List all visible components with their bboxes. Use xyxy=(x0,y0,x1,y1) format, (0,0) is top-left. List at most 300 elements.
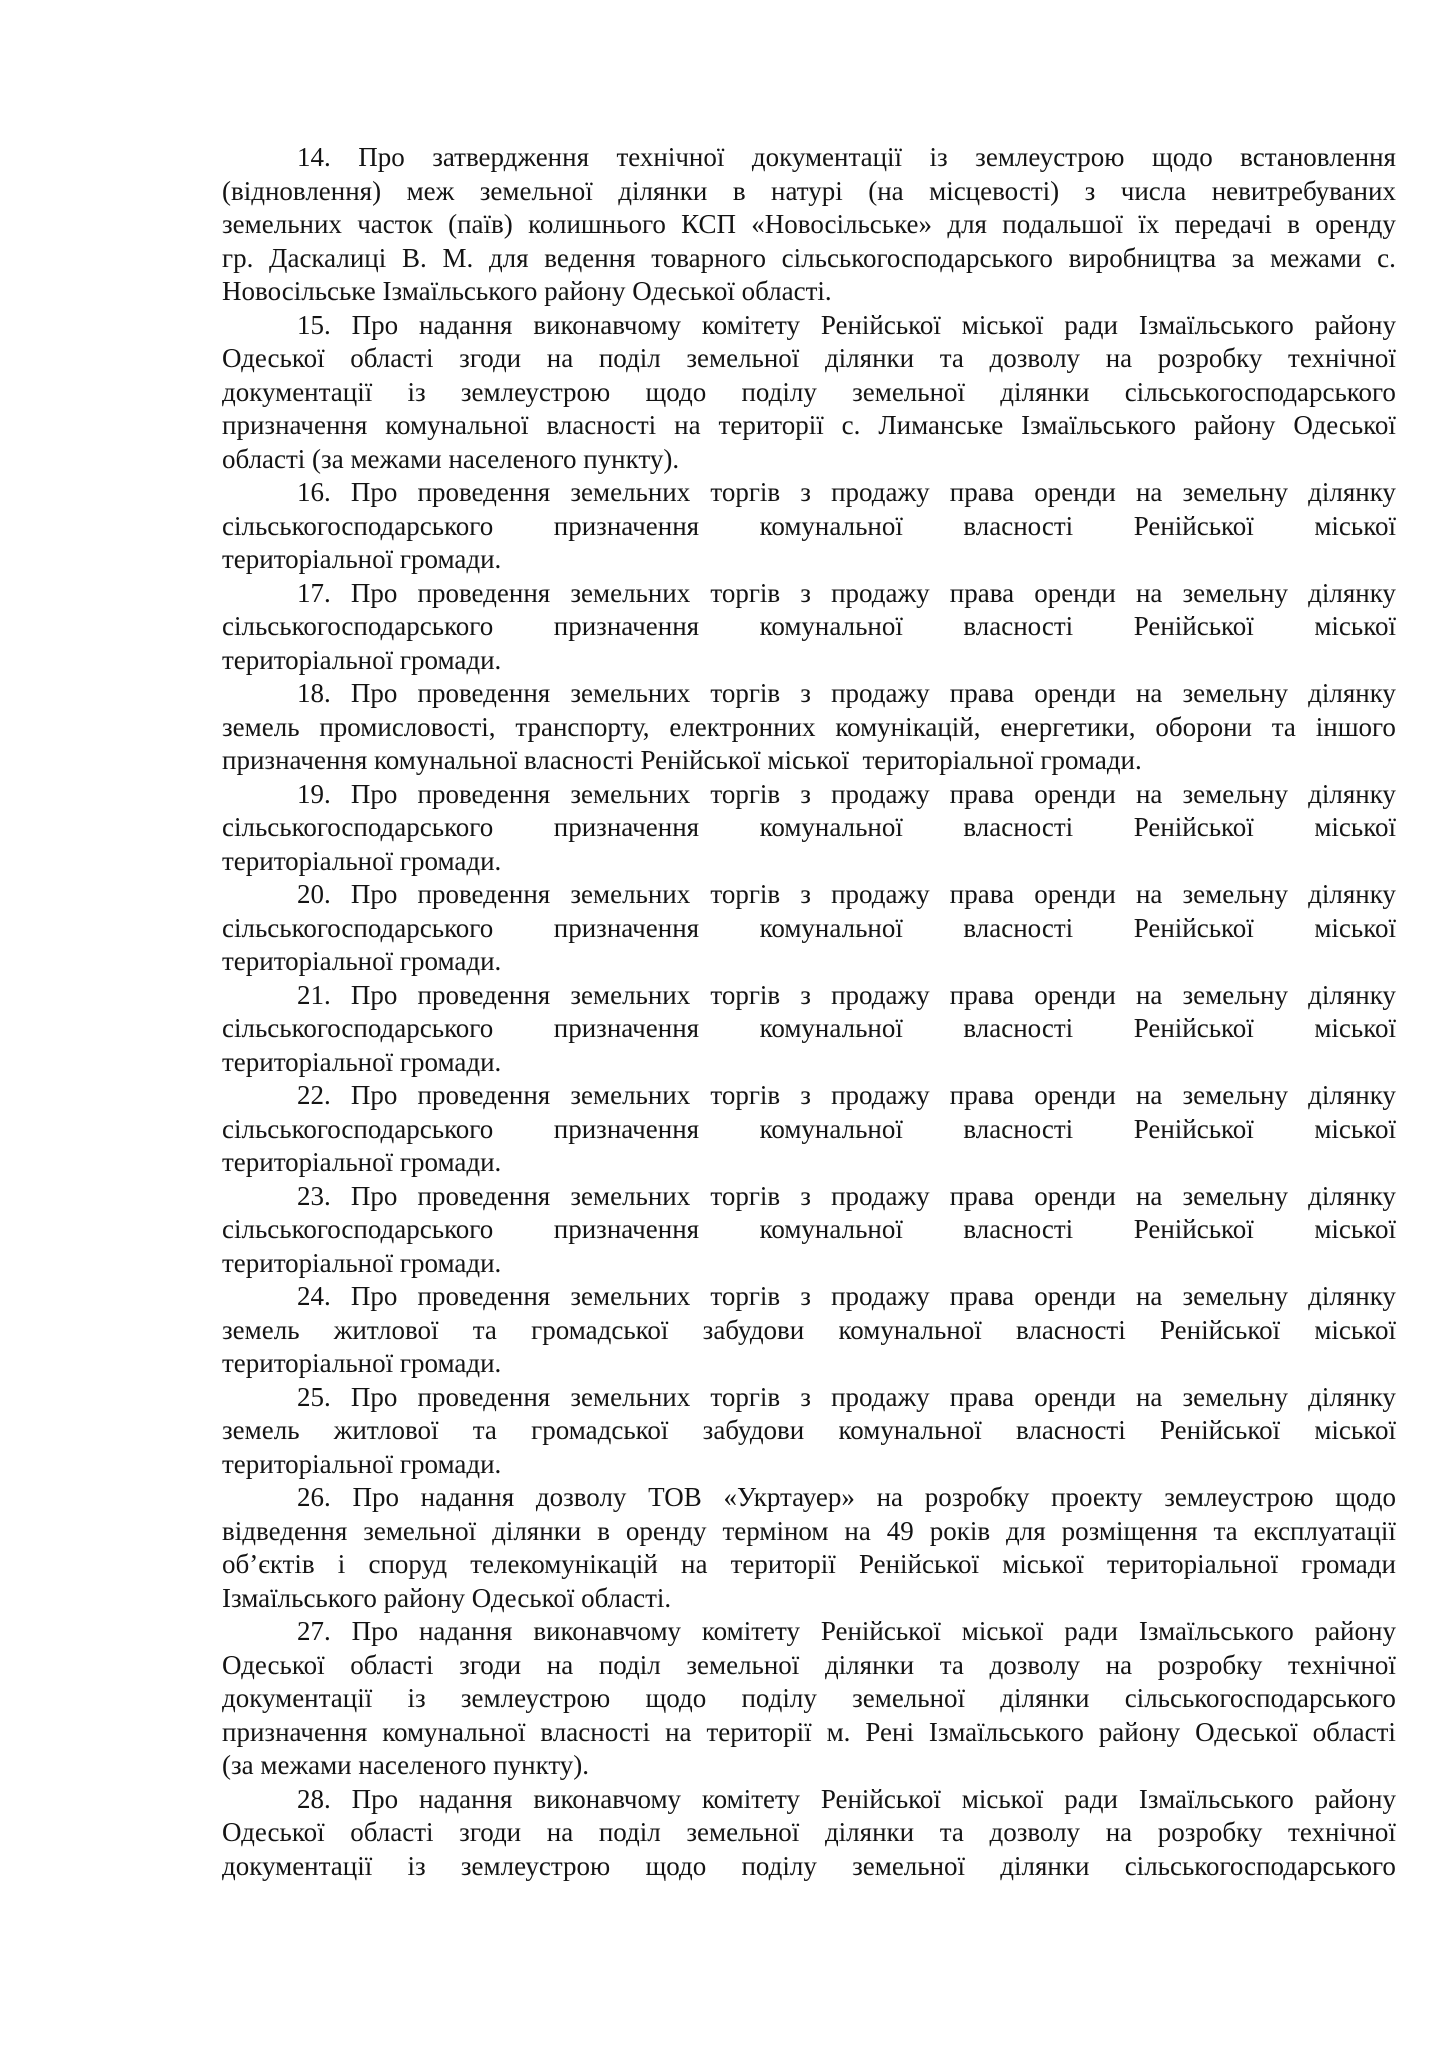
agenda-item-first-line xyxy=(297,140,1396,174)
word: Ренійської xyxy=(1133,611,1254,641)
word: та xyxy=(472,1314,497,1345)
word: з xyxy=(800,577,811,608)
word: комунальної xyxy=(759,812,903,842)
word: міської xyxy=(1314,1214,1396,1244)
word: власності xyxy=(963,912,1074,943)
word: проведення xyxy=(417,979,551,1010)
word: передачі xyxy=(1174,209,1272,239)
word: Про xyxy=(350,678,398,708)
word: Ренійської xyxy=(1133,1113,1254,1144)
agenda-item-text: територіальної громади. xyxy=(222,544,502,574)
word: технічної xyxy=(1288,1817,1396,1847)
agenda-item-line xyxy=(222,1447,1396,1481)
word: права xyxy=(949,678,1015,708)
word: на xyxy=(1135,1281,1163,1311)
agenda-item-text: (за межами населеного пункту). xyxy=(222,1750,590,1780)
word: натурі xyxy=(771,175,843,206)
word: експлуатації xyxy=(1253,1515,1396,1546)
word: в xyxy=(732,175,746,206)
word: років xyxy=(929,1515,991,1546)
agenda-item-line xyxy=(222,1514,1396,1548)
word: права xyxy=(949,778,1015,809)
word: документації xyxy=(222,1683,373,1713)
word: Ренійської xyxy=(1159,1415,1281,1445)
word: для xyxy=(1006,1515,1046,1546)
word: на xyxy=(1135,1080,1163,1110)
word: комунальної xyxy=(759,1214,903,1244)
word: міської xyxy=(1002,1549,1084,1579)
word: земельну xyxy=(1182,477,1288,507)
word: району xyxy=(1314,1616,1396,1646)
word: на xyxy=(674,410,701,440)
word: відведення xyxy=(222,1515,348,1546)
agenda-item-first-line xyxy=(297,877,1396,911)
word: з xyxy=(800,979,811,1010)
word: громадської xyxy=(531,1314,669,1345)
agenda-item-text: територіальної громади. xyxy=(222,1147,502,1177)
word: сільськогосподарського xyxy=(222,1013,494,1043)
word: ділянку xyxy=(1308,778,1396,809)
word: надання xyxy=(420,1482,515,1512)
word: їх xyxy=(1138,209,1160,239)
word: поділ xyxy=(598,343,661,373)
word: на xyxy=(1135,577,1163,608)
word: сільськогосподарського xyxy=(222,611,494,641)
word: комунальної xyxy=(385,410,529,440)
word: міської xyxy=(1314,1415,1396,1445)
word: торгів xyxy=(710,879,781,909)
agenda-item-line xyxy=(222,1815,1396,1849)
word: ділянки xyxy=(1000,1683,1090,1713)
agenda-item-line xyxy=(222,341,1396,375)
word: права xyxy=(949,577,1015,608)
word: для xyxy=(947,209,987,239)
word: технічної xyxy=(1288,343,1396,373)
word: торгів xyxy=(710,577,781,608)
agenda-item-line xyxy=(222,542,1396,576)
word: сільськогосподарського xyxy=(1124,1850,1396,1881)
word: міської xyxy=(1314,1314,1396,1345)
agenda-item-first-line xyxy=(297,1279,1396,1313)
agenda-item-first-line xyxy=(297,1380,1396,1414)
word: права xyxy=(949,1080,1015,1110)
word: території xyxy=(718,410,824,440)
word: поділу xyxy=(741,1850,817,1881)
word: міської xyxy=(961,309,1044,340)
word: земельної xyxy=(479,175,593,206)
word: розробку xyxy=(1157,343,1263,373)
agenda-item-first-line xyxy=(297,978,1396,1012)
agenda-item-text: Ізмаїльського району Одеської області. xyxy=(222,1582,672,1613)
word: земельної xyxy=(686,1649,800,1680)
word: земельних xyxy=(570,778,691,809)
word: земельних xyxy=(570,1281,691,1311)
word: згоди xyxy=(459,1817,522,1847)
word: з xyxy=(800,1180,811,1211)
agenda-item-line xyxy=(222,241,1396,275)
word: Рені xyxy=(865,1716,914,1747)
word: Про xyxy=(350,1381,398,1412)
word: сільськогосподарського xyxy=(1124,376,1396,407)
word: ділянки xyxy=(824,1649,915,1680)
agenda-item-line xyxy=(222,710,1396,744)
word: із xyxy=(407,376,426,407)
word: виконавчому xyxy=(533,1616,682,1646)
word: земельної xyxy=(686,343,800,373)
word: на xyxy=(1135,477,1163,507)
word: землеустрою xyxy=(1164,1482,1314,1512)
agenda-item-first-line xyxy=(297,1480,1396,1514)
agenda-item-number: 26. xyxy=(297,1482,331,1512)
word: колишнього xyxy=(528,209,666,239)
agenda-item-first-line xyxy=(297,1179,1396,1213)
agenda-item-line xyxy=(222,1246,1396,1280)
agenda-item-line xyxy=(222,1045,1396,1079)
word: оборони xyxy=(1155,711,1252,742)
word: права xyxy=(949,477,1015,507)
word: подальшої xyxy=(1002,209,1123,239)
agenda-item-line xyxy=(222,408,1396,442)
agenda-item-number: 24. xyxy=(297,1281,331,1311)
word: забудови xyxy=(702,1314,805,1345)
word: поділу xyxy=(741,1683,817,1713)
word: власності xyxy=(1015,1415,1126,1445)
agenda-item-line xyxy=(222,1681,1396,1715)
word: із xyxy=(929,142,948,172)
agenda-item-line xyxy=(222,1011,1396,1045)
word: ділянку xyxy=(1308,1180,1396,1211)
word: Ізмаїльського xyxy=(1138,1616,1294,1646)
word: права xyxy=(949,1281,1015,1311)
word: призначення xyxy=(553,611,700,641)
word: права xyxy=(949,879,1015,909)
word: ділянки xyxy=(492,1515,582,1546)
word: Ренійської xyxy=(1133,1214,1254,1244)
word: ділянку xyxy=(1308,1281,1396,1311)
word: земельної xyxy=(686,1817,800,1847)
word: громади xyxy=(1301,1549,1396,1579)
word: власності xyxy=(546,410,657,440)
word: продажу xyxy=(831,678,930,708)
word: Про xyxy=(350,1080,398,1110)
word: числа xyxy=(1120,175,1187,206)
word: сільськогосподарського xyxy=(222,1113,494,1144)
word: іншого xyxy=(1315,711,1396,742)
word: земельних xyxy=(570,1180,691,1211)
word: права xyxy=(949,1381,1015,1412)
word: земельних xyxy=(570,577,691,608)
word: призначення xyxy=(222,1716,368,1747)
word: земельних xyxy=(570,1080,691,1110)
word: територіальної xyxy=(1107,1549,1279,1579)
word: проведення xyxy=(417,1080,551,1110)
agenda-item-line xyxy=(222,844,1396,878)
word: згоди xyxy=(459,343,522,373)
word: меж xyxy=(406,175,455,206)
agenda-item-line xyxy=(222,1715,1396,1749)
word: сільськогосподарського xyxy=(1124,1683,1396,1713)
word: Про xyxy=(358,142,405,172)
word: на xyxy=(546,343,574,373)
word: Ізмаїльського xyxy=(1138,309,1294,340)
word: комунальної xyxy=(838,1415,982,1445)
word: Ізмаїльського xyxy=(1138,1783,1294,1814)
word: земельну xyxy=(1182,879,1288,909)
word: оренди xyxy=(1034,577,1116,608)
agenda-item-line xyxy=(222,911,1396,945)
word: земель xyxy=(222,1314,300,1345)
word: району xyxy=(1194,410,1276,440)
word: комунальної xyxy=(759,912,903,943)
agenda-item-number: 25. xyxy=(297,1381,331,1412)
word: на xyxy=(1105,1649,1133,1680)
word: та xyxy=(1271,711,1296,742)
agenda-item-line xyxy=(222,1212,1396,1246)
word: оренди xyxy=(1034,879,1116,909)
word: Про xyxy=(350,778,398,809)
word: проекту xyxy=(1051,1482,1143,1512)
agenda-item-line xyxy=(222,1748,1396,1782)
agenda-item-line xyxy=(222,1145,1396,1179)
word: області xyxy=(350,1649,434,1680)
word: ділянки xyxy=(1000,1850,1090,1881)
word: в xyxy=(597,1515,610,1546)
word: енергетики, xyxy=(1000,711,1136,742)
agenda-item-number: 22. xyxy=(297,1080,331,1110)
agenda-item-number: 18. xyxy=(297,678,331,708)
word: Ренійської xyxy=(1133,1013,1254,1043)
word: місцевості) xyxy=(929,175,1060,206)
word: міської xyxy=(1314,1113,1396,1144)
word: права xyxy=(949,1180,1015,1211)
word: Одеської xyxy=(222,1817,325,1847)
word: власності xyxy=(963,510,1074,541)
word: ведення xyxy=(544,242,636,273)
agenda-item-first-line xyxy=(297,676,1396,710)
word: гр. xyxy=(222,242,254,273)
word: продажу xyxy=(831,477,930,507)
word: земельної xyxy=(852,376,966,407)
word: на xyxy=(876,1482,904,1512)
word: землеустрою xyxy=(975,142,1125,172)
word: землеустрою xyxy=(460,376,611,407)
word: Одеської xyxy=(222,1649,325,1680)
word: міської xyxy=(961,1616,1044,1646)
word: області xyxy=(350,343,434,373)
word: області xyxy=(350,1817,434,1847)
word: терміном xyxy=(722,1515,829,1546)
agenda-item-number: 23. xyxy=(297,1180,331,1211)
word: з xyxy=(1084,175,1096,206)
word: земельну xyxy=(1182,1180,1288,1211)
word: земельну xyxy=(1182,1080,1288,1110)
word: з xyxy=(800,678,811,708)
word: Про xyxy=(350,979,398,1010)
word: із xyxy=(407,1683,426,1713)
agenda-item-line xyxy=(222,1346,1396,1380)
word: земель xyxy=(222,711,300,742)
agenda-item-text: територіальної громади. xyxy=(222,1348,502,1378)
word: власності xyxy=(963,611,1074,641)
word: комітету xyxy=(701,1783,800,1814)
word: поділу xyxy=(741,376,817,407)
word: міської xyxy=(961,1783,1044,1814)
word: Про xyxy=(351,1616,399,1646)
word: дозволу xyxy=(989,1817,1081,1847)
word: в xyxy=(1287,209,1300,239)
word: ради xyxy=(1064,309,1118,340)
word: території xyxy=(730,1549,836,1579)
word: комунальної xyxy=(382,1716,526,1747)
word: згоди xyxy=(459,1649,522,1680)
word: затвердження xyxy=(432,142,589,172)
word: з xyxy=(800,1080,811,1110)
word: Ренійської xyxy=(1133,510,1254,541)
word: з xyxy=(800,879,811,909)
word: КСП xyxy=(681,209,736,239)
word: Про xyxy=(350,879,398,909)
word: земельну xyxy=(1182,778,1288,809)
word: оренди xyxy=(1034,1180,1116,1211)
agenda-item-line xyxy=(222,509,1396,543)
word: земельну xyxy=(1182,1281,1288,1311)
word: проведення xyxy=(417,778,551,809)
word: ділянку xyxy=(1308,678,1396,708)
agenda-item-number: 27. xyxy=(297,1616,331,1646)
word: часток xyxy=(357,209,433,239)
word: земель xyxy=(222,1415,300,1445)
word: з xyxy=(800,778,811,809)
word: Ренійської xyxy=(1133,912,1254,943)
word: споруд xyxy=(368,1549,448,1579)
word: встановлення xyxy=(1240,142,1396,172)
agenda-item-line xyxy=(222,810,1396,844)
word: Ренійської xyxy=(820,309,941,340)
agenda-item-line xyxy=(222,1648,1396,1682)
word: межами xyxy=(1270,242,1362,273)
word: комітету xyxy=(701,1616,800,1646)
word: Ренійської xyxy=(1133,812,1254,842)
word: Ренійської xyxy=(820,1783,941,1814)
word: землеустрою xyxy=(460,1850,611,1881)
word: житлової xyxy=(333,1314,439,1345)
word: торгів xyxy=(710,477,781,507)
word: документації xyxy=(751,142,903,172)
word: і xyxy=(337,1549,346,1579)
word: Про xyxy=(351,1783,399,1814)
word: розробку xyxy=(1157,1649,1263,1680)
agenda-item-number: 14. xyxy=(297,142,331,172)
word: поділ xyxy=(598,1817,661,1847)
agenda-item-line xyxy=(222,1547,1396,1581)
word: «Укртауер» xyxy=(723,1482,855,1512)
word: ради xyxy=(1064,1783,1118,1814)
word: призначення xyxy=(222,410,368,440)
word: на xyxy=(546,1817,574,1847)
agenda-item-line xyxy=(222,1112,1396,1146)
word: з xyxy=(800,1281,811,1311)
word: території xyxy=(706,1716,812,1747)
word: міської xyxy=(1314,510,1396,541)
agenda-item-line xyxy=(222,643,1396,677)
word: дозволу xyxy=(989,343,1081,373)
word: призначення xyxy=(553,812,700,842)
agenda-item-first-line xyxy=(297,576,1396,610)
word: на xyxy=(1135,879,1163,909)
agenda-item-line xyxy=(222,1581,1396,1615)
agenda-item-first-line xyxy=(297,777,1396,811)
word: розміщення xyxy=(1061,1515,1198,1546)
word: розробку xyxy=(924,1482,1030,1512)
word: ради xyxy=(1064,1616,1118,1646)
word: оренду xyxy=(1315,209,1396,239)
agenda-item-line xyxy=(222,1313,1396,1347)
word: оренду xyxy=(625,1515,707,1546)
word: району xyxy=(1314,309,1396,340)
word: області xyxy=(1312,1716,1396,1747)
agenda-item-line xyxy=(222,274,1396,308)
word: громадської xyxy=(531,1415,669,1445)
word: сільськогосподарського xyxy=(781,242,1053,273)
word: та xyxy=(939,1817,964,1847)
agenda-item-number: 15. xyxy=(297,309,331,340)
word: виробництва xyxy=(1068,242,1217,273)
word: району xyxy=(1314,1783,1396,1814)
agenda-item-number: 20. xyxy=(297,879,331,909)
word: торгів xyxy=(710,979,781,1010)
word: земельних xyxy=(222,209,342,239)
word: земельну xyxy=(1182,678,1288,708)
word: комунальної xyxy=(759,1113,903,1144)
word: щодо xyxy=(1335,1482,1396,1512)
agenda-item-line xyxy=(222,1413,1396,1447)
word: торгів xyxy=(710,678,781,708)
word: оренди xyxy=(1034,1381,1116,1412)
word: ділянки xyxy=(824,1817,915,1847)
agenda-item-text: територіальної громади. xyxy=(222,1046,502,1077)
word: об’єктів xyxy=(222,1549,315,1579)
agenda-item-number: 28. xyxy=(297,1783,331,1814)
word: ТОВ xyxy=(648,1482,702,1512)
word: ділянку xyxy=(1308,1381,1396,1412)
word: Лиманське xyxy=(878,410,1004,440)
word: продажу xyxy=(831,979,930,1010)
word: комунальної xyxy=(759,510,903,541)
word: власності xyxy=(1015,1314,1126,1345)
word: розробку xyxy=(1157,1817,1263,1847)
word: сільськогосподарського xyxy=(222,812,494,842)
word: сільськогосподарського xyxy=(222,510,494,541)
word: та xyxy=(472,1415,497,1445)
word: призначення xyxy=(553,510,700,541)
word: на xyxy=(1135,1381,1163,1412)
word: з xyxy=(800,1381,811,1412)
word: документації xyxy=(222,376,373,407)
word: на xyxy=(1135,1180,1163,1211)
word: оренди xyxy=(1034,778,1116,809)
agenda-item-text: територіальної громади. xyxy=(222,1448,502,1479)
word: торгів xyxy=(710,1080,781,1110)
word: (на xyxy=(868,175,904,206)
word: ділянки xyxy=(824,343,915,373)
word: с. xyxy=(1377,242,1396,273)
word: поділ xyxy=(598,1649,661,1680)
word: оренди xyxy=(1034,477,1116,507)
word: комунальної xyxy=(838,1314,982,1345)
agenda-item-first-line xyxy=(297,475,1396,509)
word: із xyxy=(407,1850,426,1881)
word: земельних xyxy=(570,879,691,909)
